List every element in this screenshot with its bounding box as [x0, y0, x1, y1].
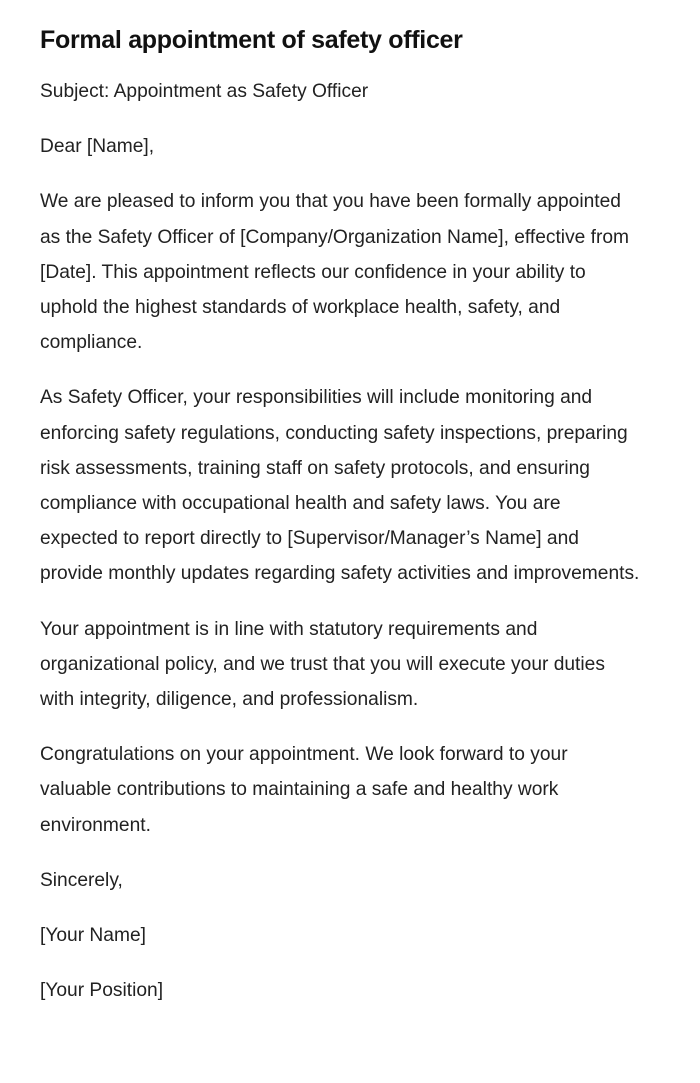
- document-title: Formal appointment of safety officer: [40, 26, 463, 54]
- body-paragraph-compliance: Your appointment is in line with statutory requirements and organizational policy, and we trust that you will execute your duties with integrity, diligence, and professionalism.: [40, 618, 605, 711]
- letter-document: [40, 22, 640, 1028]
- signer-position: [Your Position]: [40, 980, 164, 1002]
- salutation: Dear [Name],: [40, 136, 155, 158]
- closing: Sincerely,: [40, 869, 123, 891]
- subject-line: Subject: Appointment as Safety Officer: [40, 81, 369, 102]
- signer-name: [Your Name]: [40, 925, 146, 947]
- body-paragraph-responsibilities: As Safety Officer, your responsibilities will include monitoring and enforcing safety regulations, conducting safety inspections, preparing risk assessments, training staff on safety protocols, and ensuring compliance with occupational health and safety laws. You are expected to report directly to [Supervisor/Manager’s Name] and provide monthly updates regarding safety activities and improvements.: [40, 387, 640, 585]
- body-paragraph-appointment: We are pleased to inform you that you have been formally appointed as the Safety Officer of [Company/Organization Name], effective from [Date]. This appointment reflects our confidence in your ability to uphold the highest standards of workplace health, safety, and compliance.: [40, 191, 630, 354]
- body-paragraph-congratulations: Congratulations on your appointment. We look forward to your valuable contributions to maintaining a safe and healthy work environment.: [40, 744, 568, 836]
